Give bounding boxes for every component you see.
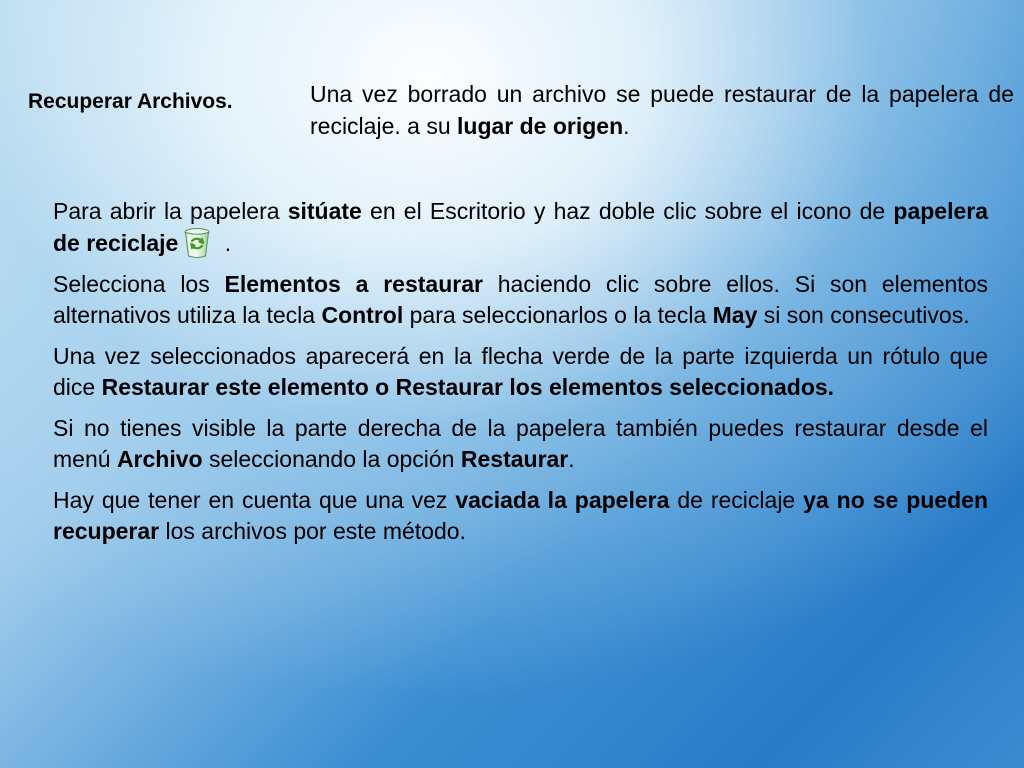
p4-text-2: seleccionando la opción — [202, 446, 461, 472]
slide-title: Recuperar Archivos. — [28, 90, 233, 113]
p1-text-2: en el Escritorio y haz doble clic sobre el icono de — [361, 198, 894, 224]
p2-text-4: si son consecutivos. — [757, 302, 970, 328]
p5-bold-cannot-recover: ya no se pueden recuperar — [53, 487, 988, 544]
body-text — [53, 196, 988, 557]
p5-text-3: los archivos por este método. — [159, 518, 466, 544]
paragraph-restore-label — [53, 341, 988, 403]
p2-text-1: Selecciona los — [53, 271, 225, 297]
p2-text-2: haciendo clic sobre ellos. Si son elementos alternativos utiliza la tecla — [53, 271, 988, 328]
p5-bold-emptied: vaciada la papelera — [455, 487, 670, 513]
p4-bold-restaurar: Restaurar — [460, 446, 569, 472]
p1-bold-situate: sitúate — [287, 198, 362, 224]
paragraph-open-bin — [53, 196, 988, 259]
p4-text-3: . — [568, 446, 575, 472]
intro-text-1: Una vez borrado un archivo se puede restaurar de la papelera de reciclaje. a su — [310, 81, 1014, 139]
p3-text-1: Una vez seleccionados aparecerá en la flecha verde de la parte izquierda un rótulo que dice — [53, 343, 988, 400]
p5-text-1: Hay que tener en cuenta que una vez — [53, 487, 456, 513]
p1-bold-recycle-bin: papelera de reciclaje — [53, 198, 988, 256]
paragraph-empty-warning — [53, 485, 988, 547]
p3-bold-restore: Restaurar este elemento o Restaurar los elementos seleccionados. — [101, 374, 835, 400]
p2-bold-may: May — [712, 302, 758, 328]
p5-text-2: de reciclaje — [669, 487, 804, 513]
paragraph-file-menu — [53, 413, 988, 475]
p2-text-3: para seleccionarlos o la tecla — [403, 302, 713, 328]
p1-text-1: Para abrir la papelera — [53, 198, 288, 224]
p4-bold-archivo: Archivo — [116, 446, 203, 472]
p2-bold-items: Elementos a restaurar — [224, 271, 483, 297]
intro-bold-origin: lugar de origen — [457, 113, 624, 139]
p4-text-1: Si no tienes visible la parte derecha de la papelera también puedes restaurar desde el menú — [53, 415, 988, 472]
p2-bold-control: Control — [321, 302, 404, 328]
paragraph-select-items — [53, 269, 988, 331]
intro-text-2: . — [623, 113, 630, 139]
recycle-bin-icon — [182, 227, 212, 259]
p1-text-3: . — [218, 230, 232, 256]
intro-paragraph — [310, 78, 1014, 142]
